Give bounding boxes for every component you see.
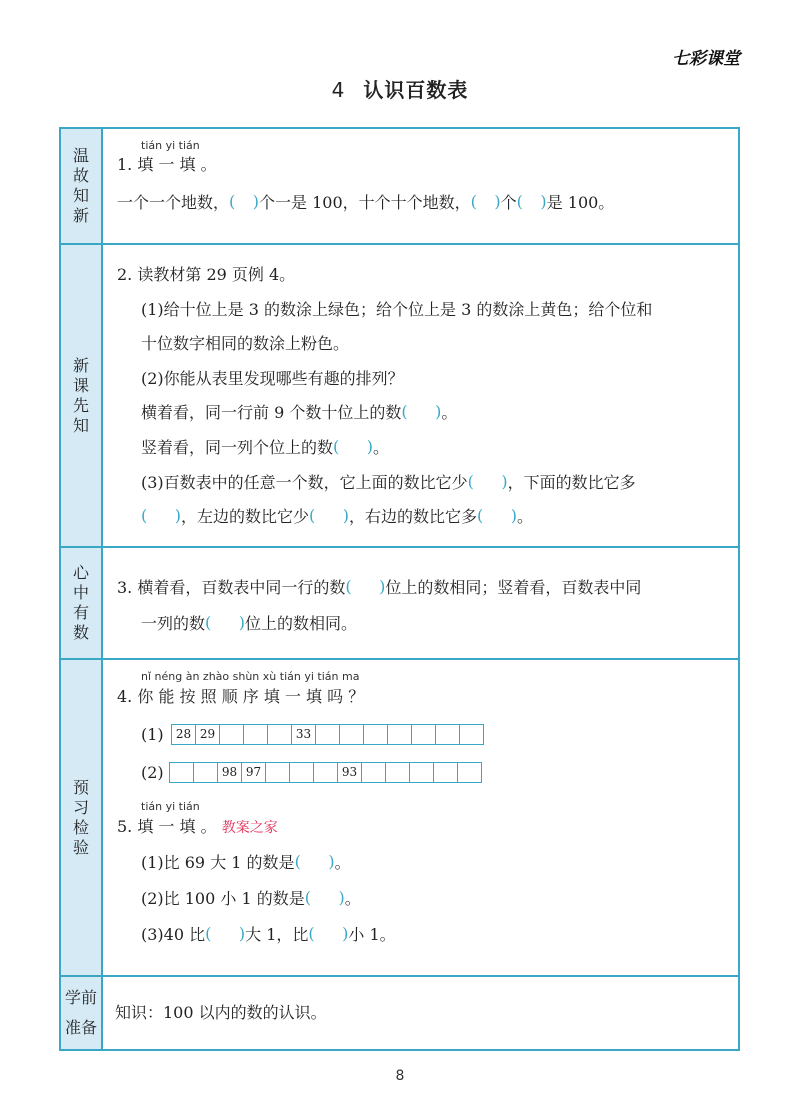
grid-cell[interactable]: 97	[242, 762, 266, 783]
q5-part2: (2)比 100 小 1 的数是( ) 。	[141, 889, 361, 909]
label-text: 预 习 检 验	[72, 777, 89, 857]
question-2-stem: 2. 读教材第 29 页例 4。	[117, 265, 296, 284]
section-label	[61, 245, 103, 546]
question-4-stem: 4. 你 能 按 照 顺 序 填 一 填 吗 ？	[117, 687, 365, 706]
row-1-label: (1)	[141, 725, 164, 744]
label-text: 学前 准备	[64, 988, 97, 1037]
label-text: 心 中 有 数	[72, 563, 89, 642]
q5-part3: (3)40 比( ) 大 1，比( ) 小 1。	[141, 925, 396, 945]
answer-blank[interactable]	[401, 404, 441, 420]
q2-part2-b: 竖着看，同一列个位上的数( ) 。	[141, 438, 389, 458]
answer-blank[interactable]	[305, 890, 345, 906]
worksheet-frame	[59, 127, 740, 1051]
number-grid-2	[169, 762, 482, 783]
answer-blank[interactable]	[205, 926, 245, 942]
grid-cell[interactable]	[314, 762, 338, 783]
section-label	[61, 548, 103, 658]
page-title	[0, 74, 800, 103]
grid-cell[interactable]	[170, 762, 194, 783]
grid-cell[interactable]	[266, 762, 290, 783]
answer-blank[interactable]	[517, 194, 547, 210]
prep-text: 知识：100 以内的数的认识。	[115, 1003, 327, 1022]
grid-cell[interactable]	[362, 762, 386, 783]
pinyin: tián yi tián	[141, 800, 200, 813]
grid-cell[interactable]	[244, 724, 268, 745]
section-content	[117, 548, 730, 658]
section-label	[61, 129, 103, 243]
lesson-number: 4	[331, 78, 346, 102]
page-number: 8	[395, 1068, 405, 1084]
label-text: 新 课 先 知	[72, 355, 89, 435]
question-5-stem: 5. 填 一 填 。 教案之家	[117, 817, 278, 836]
grid-cell[interactable]	[268, 724, 292, 745]
grid-cell[interactable]	[364, 724, 388, 745]
answer-blank[interactable]	[141, 508, 181, 524]
q2-part3-line2: ( )，左边的数比它少( ) ，右边的数比它多( ) 。	[141, 507, 533, 527]
watermark-text: 教案之家	[221, 820, 278, 836]
grid-cell[interactable]	[434, 762, 458, 783]
section-review	[61, 129, 738, 245]
section-check	[61, 660, 738, 977]
grid-cell[interactable]: 33	[292, 724, 316, 745]
q2-part2: (2)你能从表里发现哪些有趣的排列？	[141, 369, 404, 388]
answer-blank[interactable]	[468, 474, 508, 490]
section-label	[61, 977, 103, 1049]
pinyin: nǐ néng àn zhào shùn xù tián yi tián ma	[141, 670, 360, 683]
section-content	[117, 245, 730, 546]
grid-cell[interactable]	[436, 724, 460, 745]
pinyin: tián yi tián	[141, 139, 200, 152]
grid-cell[interactable]	[316, 724, 340, 745]
row-2-label: (2)	[141, 763, 164, 782]
grid-cell[interactable]: 29	[196, 724, 220, 745]
section-summary	[61, 548, 738, 660]
brand-logo: 七彩课堂	[672, 49, 740, 69]
grid-cell[interactable]	[458, 762, 482, 783]
grid-cell[interactable]	[460, 724, 484, 745]
label-text: 温 故 知 新	[72, 146, 89, 225]
grid-cell[interactable]: 98	[218, 762, 242, 783]
q3-line1: 3. 横着看，百数表中同一行的数( ) 位上的数相同；竖着看，百数表中同	[117, 578, 641, 598]
section-label	[61, 660, 103, 975]
number-grid-1	[171, 724, 484, 745]
question-1-stem: 1. 填 一 填 。	[117, 155, 217, 174]
grid-cell[interactable]	[220, 724, 244, 745]
section-content	[115, 977, 730, 1049]
grid-cell[interactable]	[340, 724, 364, 745]
question-1-line: 一个一个地数，( ) 个一是 100，十个十个地数，( ) 个( ) 是 100。	[117, 193, 614, 213]
grid-cell[interactable]	[410, 762, 434, 783]
q2-part2-a: 横着看，同一行前 9 个数十位上的数( ) 。	[141, 403, 457, 423]
section-prep	[61, 977, 738, 1049]
section-content	[117, 660, 730, 975]
answer-blank[interactable]	[205, 615, 245, 631]
q2-part1-line2: 十位数字相同的数涂上粉色。	[141, 334, 350, 353]
answer-blank[interactable]	[345, 579, 385, 595]
answer-blank[interactable]	[295, 854, 335, 870]
grid-cell[interactable]	[386, 762, 410, 783]
answer-blank[interactable]	[333, 439, 373, 455]
lesson-title: 认识百数表	[363, 78, 469, 102]
grid-cell[interactable]	[412, 724, 436, 745]
grid-cell[interactable]	[194, 762, 218, 783]
answer-blank[interactable]	[308, 926, 348, 942]
q5-part1: (1)比 69 大 1 的数是( ) 。	[141, 853, 351, 873]
grid-cell[interactable]	[388, 724, 412, 745]
answer-blank[interactable]	[477, 508, 517, 524]
grid-cell[interactable]: 93	[338, 762, 362, 783]
answer-blank[interactable]	[471, 194, 501, 210]
answer-blank[interactable]	[309, 508, 349, 524]
grid-cell[interactable]: 28	[172, 724, 196, 745]
section-new-lesson	[61, 245, 738, 548]
q2-part3-line1: (3)百数表中的任意一个数，它上面的数比它少( ) ，下面的数比它多	[141, 473, 636, 493]
q3-line2: 一列的数( ) 位上的数相同。	[141, 614, 357, 634]
section-content	[117, 129, 730, 243]
answer-blank[interactable]	[229, 194, 259, 210]
grid-cell[interactable]	[290, 762, 314, 783]
q2-part1-line1: (1)给十位上是 3 的数涂上绿色；给个位上是 3 的数涂上黄色；给个位和	[141, 300, 653, 319]
